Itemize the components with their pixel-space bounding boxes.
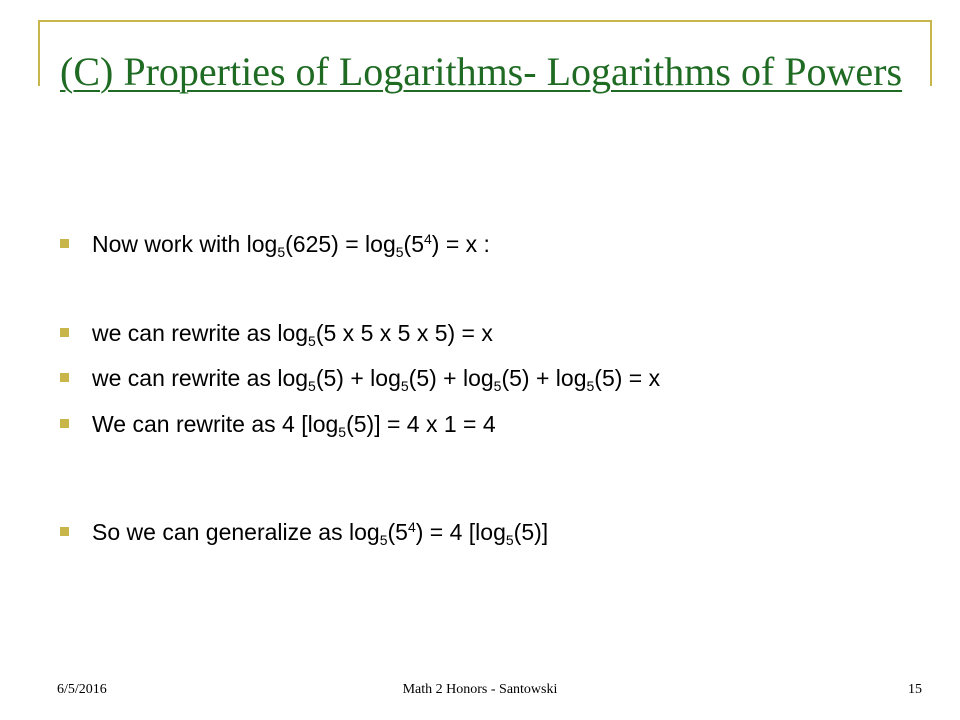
- text-run: (5) + log: [501, 365, 587, 391]
- subscript: 5: [338, 424, 347, 440]
- bullet-marker: [60, 373, 69, 382]
- text-run: (5 x 5 x 5 x 5) = x: [315, 320, 493, 346]
- subscript: 5: [400, 378, 409, 394]
- superscript: 4: [407, 519, 416, 535]
- subscript: 5: [493, 378, 502, 394]
- bullet-text: [92, 409, 496, 439]
- bullet-marker: [60, 419, 69, 428]
- bullet-marker: [60, 527, 69, 536]
- text-run: (5)] = 4 x 1 = 4: [346, 411, 496, 437]
- text-run: (5) = x: [594, 365, 661, 391]
- text-run: We can rewrite as 4 [log: [92, 411, 339, 437]
- subscript: 5: [505, 532, 514, 548]
- text-run: we can rewrite as log: [92, 365, 309, 391]
- text-run: ) = 4 [log: [415, 519, 506, 545]
- text-run: (5) + log: [315, 365, 401, 391]
- text-run: we can rewrite as log: [92, 320, 309, 346]
- bullet-text: [92, 363, 660, 393]
- bullet-marker: [60, 328, 69, 337]
- right-border-line: [930, 20, 932, 86]
- top-border-line: [38, 20, 932, 22]
- footer-course: Math 2 Honors - Santowski: [402, 682, 558, 697]
- subscript: 5: [395, 244, 404, 260]
- text-run: (5)]: [513, 519, 549, 545]
- footer-page-number: 15: [908, 682, 922, 697]
- text-run: (5) + log: [408, 365, 494, 391]
- bullet-text: [92, 517, 548, 547]
- text-run: ) = x :: [431, 231, 490, 257]
- text-run: (625) = log: [285, 231, 396, 257]
- subscript: 5: [379, 532, 388, 548]
- subscript: 5: [277, 244, 286, 260]
- footer-date: 6/5/2016: [57, 682, 107, 697]
- bullet-text: [92, 318, 493, 348]
- bullet-marker: [60, 239, 69, 248]
- bullet-text: [92, 229, 490, 259]
- left-border-line: [38, 20, 40, 86]
- text-run: (5: [387, 519, 408, 545]
- slide-title: (C) Properties of Logarithms- Logarithms of Powers: [60, 49, 903, 94]
- superscript: 4: [424, 231, 432, 247]
- text-run: (5: [403, 231, 424, 257]
- subscript: 5: [586, 378, 595, 394]
- subscript: 5: [308, 333, 316, 349]
- text-run: So we can generalize as log: [92, 519, 380, 545]
- text-run: Now work with log: [92, 231, 278, 257]
- subscript: 5: [308, 378, 316, 394]
